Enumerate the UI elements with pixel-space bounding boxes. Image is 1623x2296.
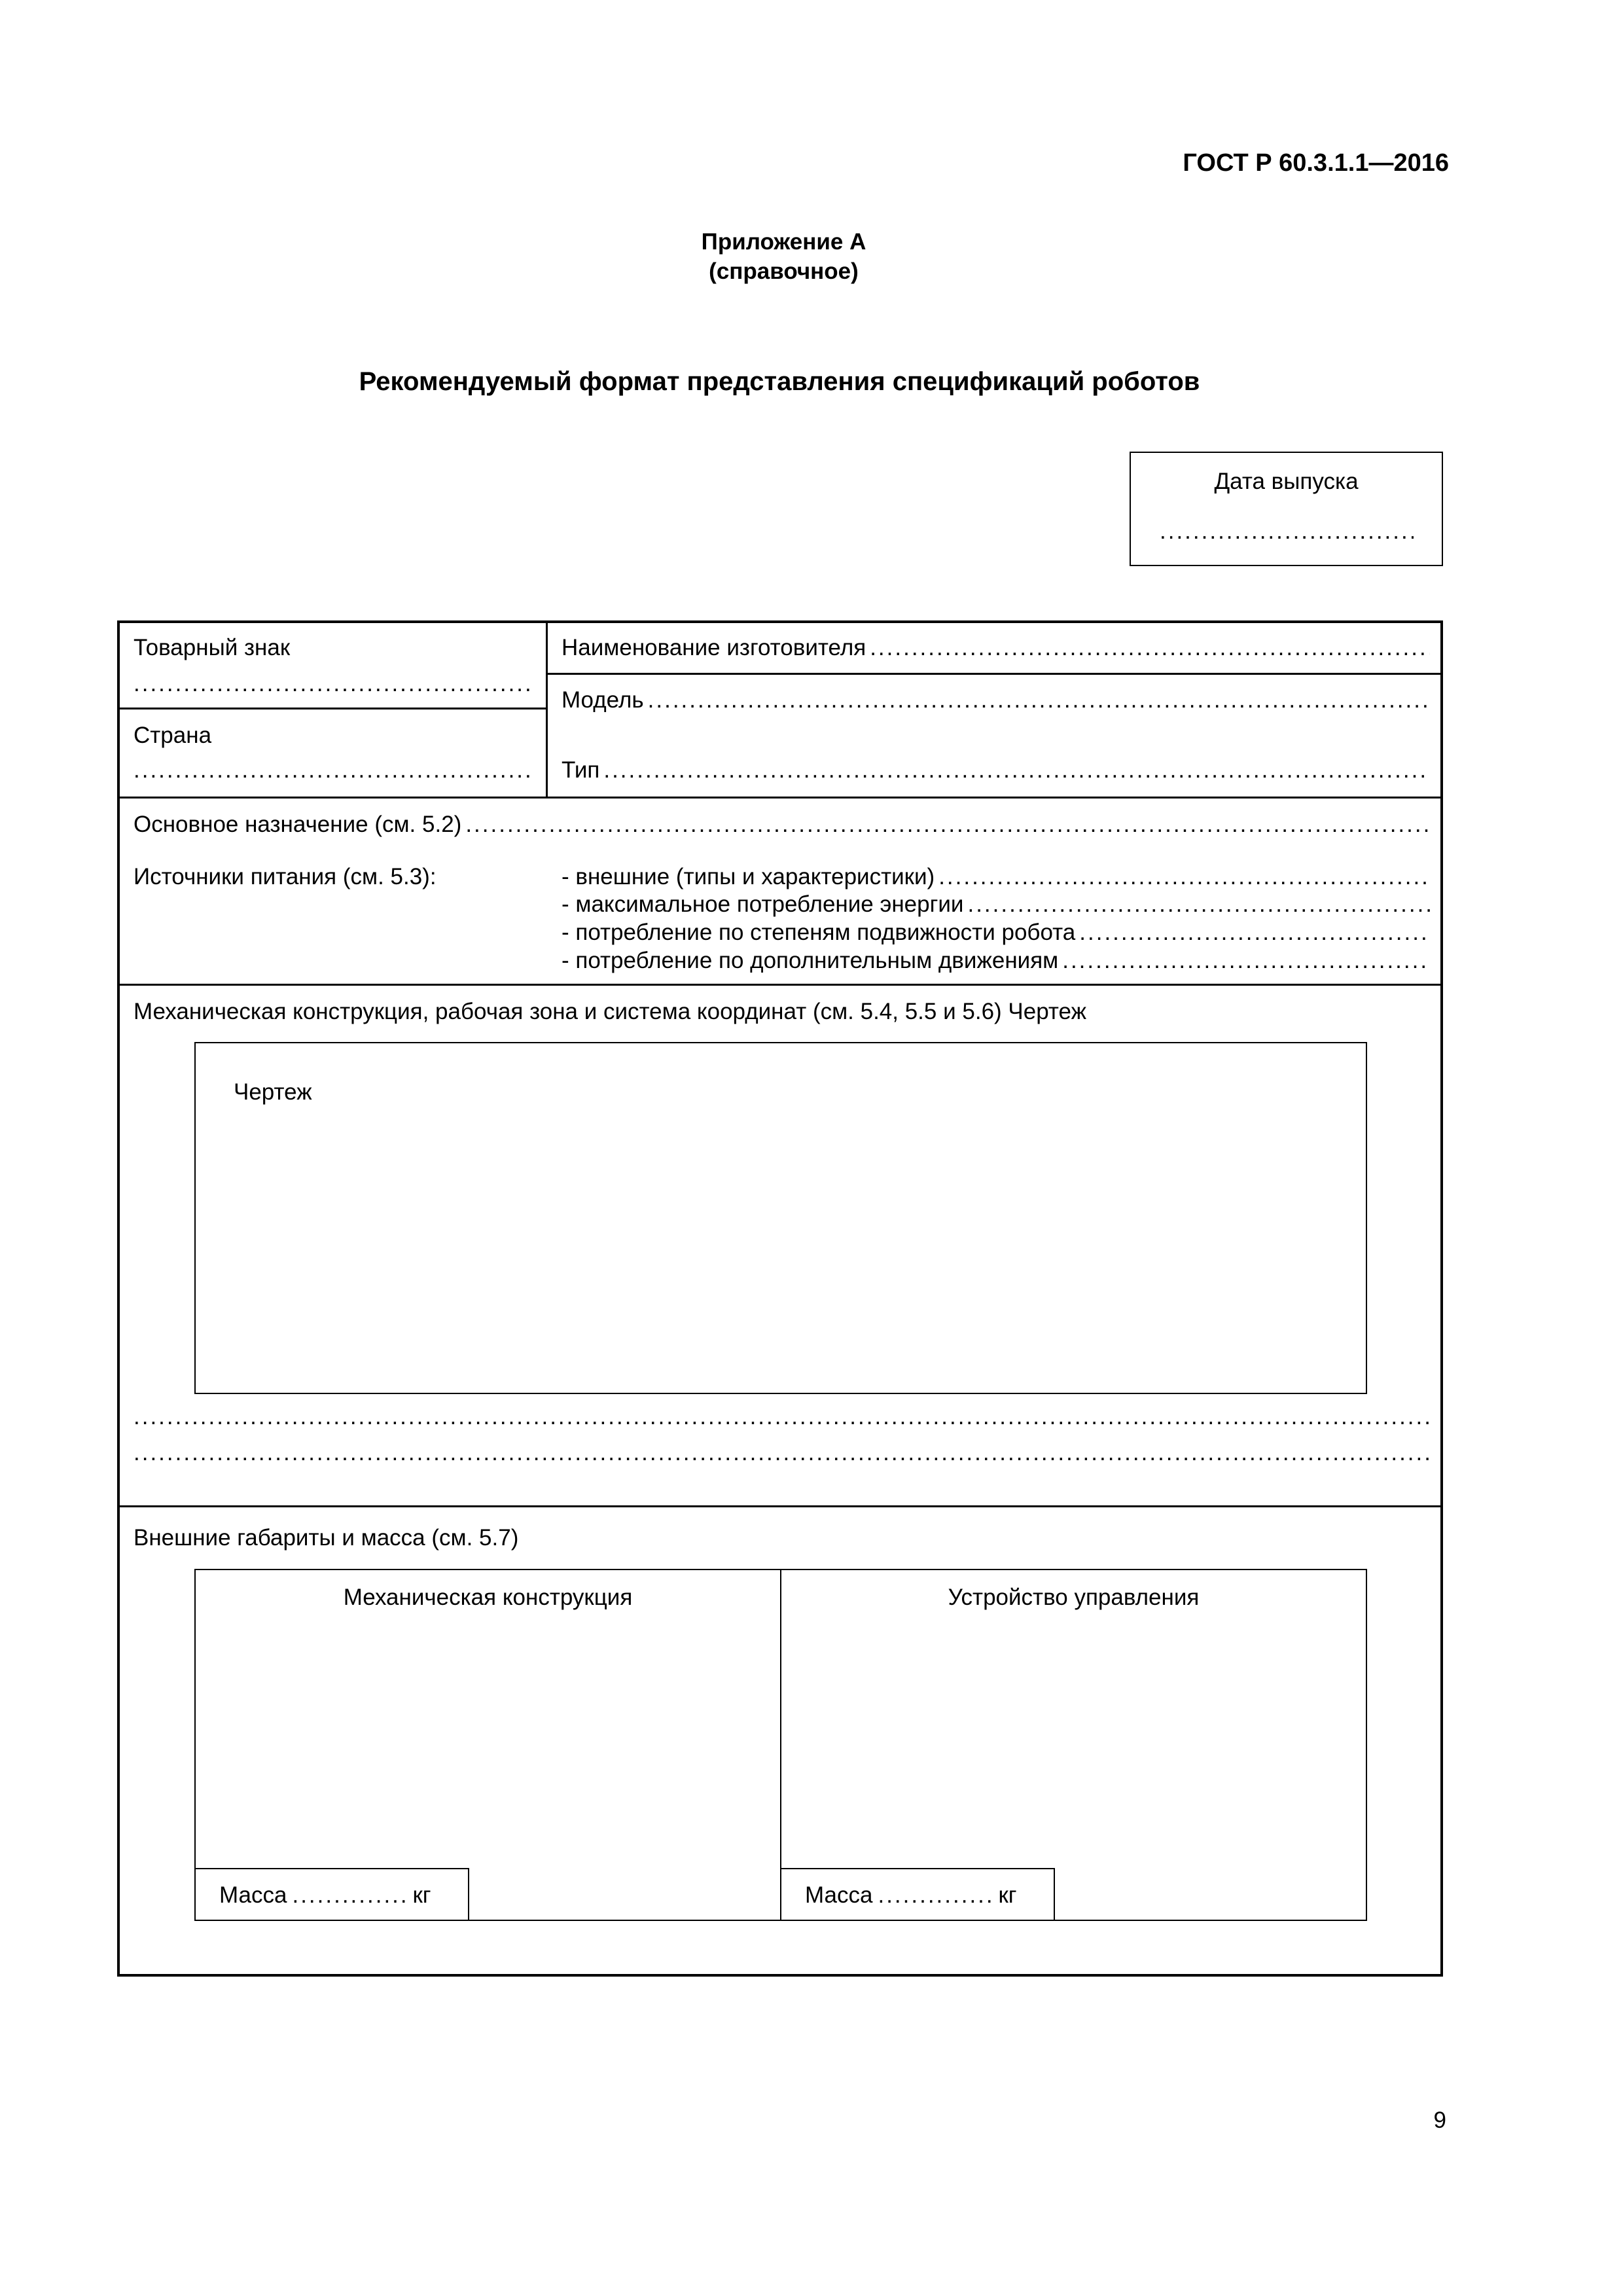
mechanics-label: Механическая конструкция, рабочая зона и система координат (см. 5.4, 5.5 и 5.6) Чертеж [134, 999, 1087, 1024]
control-mass-box[interactable] [780, 1868, 1055, 1921]
issue-date-label: Дата выпуска [1214, 469, 1359, 494]
divider-row2 [118, 984, 1442, 986]
country-label: Страна [134, 723, 212, 748]
purpose-label: Основное назначение (см. 5.2) [134, 812, 462, 837]
power-item-max-consumption[interactable] [562, 891, 1430, 918]
mass-unit: кг [998, 1882, 1017, 1908]
power-item-dof-consumption[interactable] [562, 920, 1430, 946]
mass-label: Масса [805, 1882, 873, 1908]
control-device-box[interactable] [780, 1569, 1367, 1921]
country-field[interactable] [134, 757, 534, 783]
standard-code: ГОСТ Р 60.3.1.1—2016 [1183, 149, 1449, 177]
power-item-external[interactable] [562, 864, 1430, 890]
divider-v-top [546, 622, 548, 797]
mech-construction-box[interactable] [194, 1569, 781, 1921]
mech-mass-box[interactable] [194, 1868, 469, 1921]
power-item-label: - потребление по дополнительным движениям [562, 948, 1059, 973]
drawing-label: Чертеж [234, 1079, 312, 1105]
page-number: 9 [1433, 2108, 1446, 2133]
mechanics-notes-line-1[interactable] [134, 1404, 1430, 1430]
appendix-title: Приложение А [701, 229, 866, 255]
manufacturer-label: Наименование изготовителя [562, 635, 866, 660]
divider-row3 [118, 1505, 1442, 1507]
control-device-label: Устройство управления [948, 1585, 1200, 1610]
purpose-field[interactable] [134, 812, 1430, 838]
type-label: Тип [562, 757, 600, 783]
issue-date-box [1130, 452, 1443, 566]
dimensions-label: Внешние габариты и масса (см. 5.7) [134, 1525, 519, 1551]
power-item-label: - максимальное потребление энергии [562, 891, 964, 917]
divider-row1 [118, 797, 1442, 798]
power-item-label: - внешние (типы и характеристики) [562, 864, 935, 889]
type-field[interactable] [562, 757, 1430, 783]
divider-trademark-country [118, 708, 546, 709]
mass-label: Масса [219, 1882, 287, 1908]
trademark-label: Товарный знак [134, 635, 291, 660]
trademark-field[interactable] [134, 671, 534, 697]
power-sources-label: Источники питания (см. 5.3): [134, 864, 437, 889]
mech-construction-label: Механическая конструкция [343, 1585, 633, 1610]
model-label: Модель [562, 687, 644, 713]
model-field[interactable] [562, 687, 1430, 713]
issue-date-dots [1160, 518, 1414, 545]
power-item-extra-motion[interactable] [562, 948, 1430, 974]
manufacturer-field[interactable] [562, 635, 1430, 661]
mechanics-notes-line-2[interactable] [134, 1440, 1430, 1466]
mass-unit: кг [412, 1882, 431, 1908]
document-title: Рекомендуемый формат представления спецификаций роботов [359, 367, 1200, 396]
divider-manufacturer-model [546, 673, 1442, 675]
drawing-box[interactable] [194, 1042, 1367, 1394]
appendix-subtitle: (справочное) [709, 259, 859, 284]
power-item-label: - потребление по степеням подвижности робота [562, 920, 1076, 945]
